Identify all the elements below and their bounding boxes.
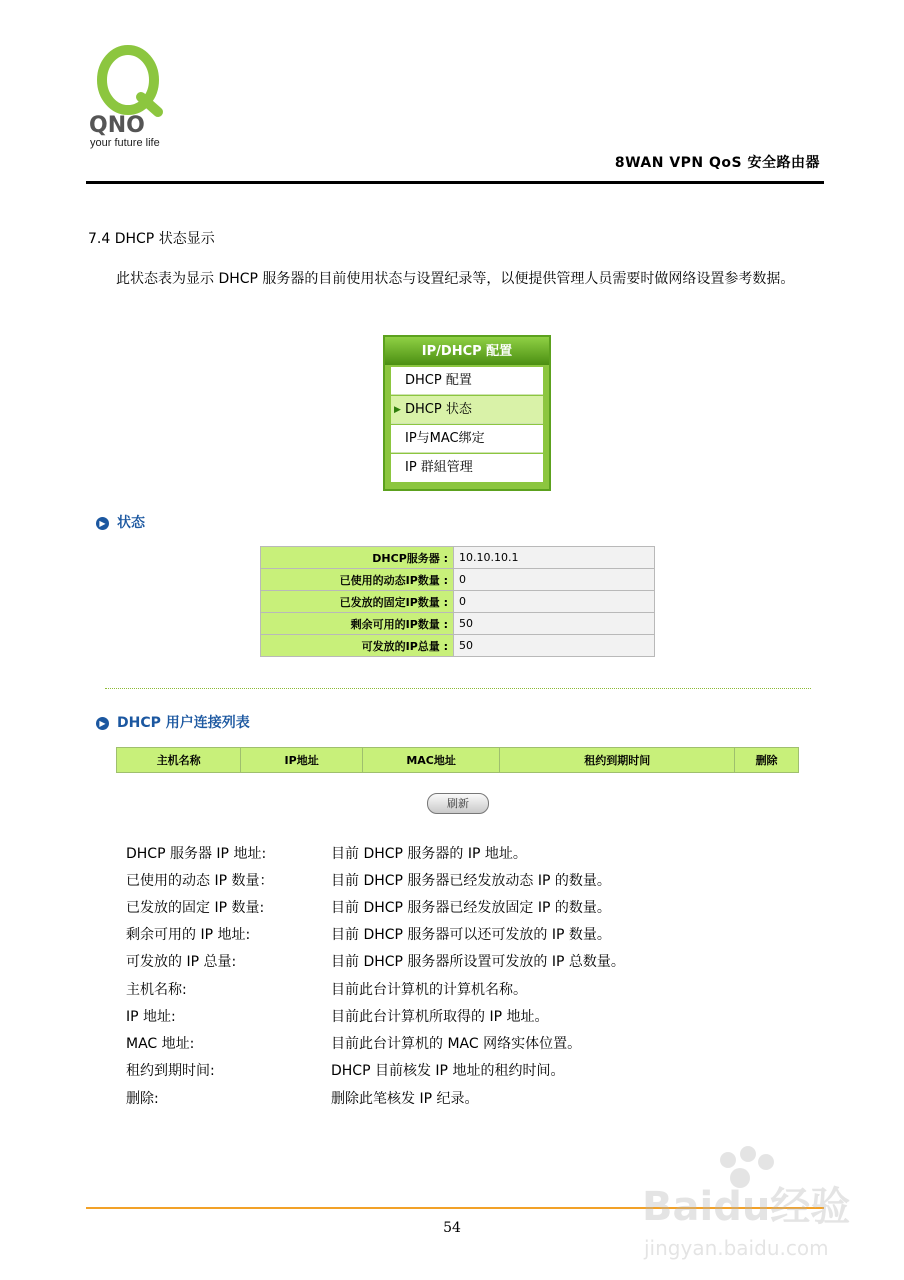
- definition-term: 剩余可用的 IP 地址:: [126, 927, 251, 943]
- column-header-mac: MAC地址: [362, 748, 499, 773]
- triangle-right-icon: ▶: [394, 405, 401, 415]
- status-label: 已发放的固定IP数量 :: [261, 591, 454, 613]
- menu-item-ip-group[interactable]: [391, 454, 543, 482]
- definition-desc: 目前 DHCP 服务器已经发放动态 IP 的数量。: [331, 873, 611, 889]
- ip-dhcp-menu-panel: [383, 335, 551, 491]
- table-row: [261, 547, 655, 569]
- table-row: [261, 613, 655, 635]
- header-divider: [86, 181, 824, 184]
- refresh-button[interactable]: 刷新: [427, 793, 489, 814]
- arrow-circle-icon: ▶: [96, 517, 109, 530]
- status-value: 50: [454, 635, 655, 657]
- clients-section-label: [96, 712, 250, 732]
- definition-term: 可发放的 IP 总量:: [126, 954, 237, 970]
- status-table: [260, 546, 655, 657]
- definition-desc: 目前 DHCP 服务器的 IP 地址。: [331, 846, 527, 862]
- qno-logo: [86, 42, 196, 152]
- menu-item-label: IP与MAC绑定: [405, 431, 485, 446]
- status-value: 10.10.10.1: [454, 547, 655, 569]
- status-section-label: [96, 512, 145, 532]
- definition-desc: 目前 DHCP 服务器所设置可发放的 IP 总数量。: [331, 954, 625, 970]
- watermark-text: Baidu经验: [642, 1184, 851, 1230]
- definition-term: 已发放的固定 IP 数量:: [126, 900, 265, 916]
- column-header-hostname: 主机名称: [117, 748, 241, 773]
- table-row: [261, 591, 655, 613]
- definition-desc: 目前 DHCP 服务器已经发放固定 IP 的数量。: [331, 900, 611, 916]
- definition-desc: 目前 DHCP 服务器可以还可发放的 IP 数量。: [331, 927, 611, 943]
- column-header-delete: 删除: [735, 748, 799, 773]
- paw-icon: [720, 1146, 774, 1188]
- definition-term: DHCP 服务器 IP 地址:: [126, 846, 267, 862]
- page-number: 54: [443, 1220, 461, 1236]
- status-section-title: 状态: [117, 515, 145, 531]
- logo-tagline: your future life: [90, 137, 160, 149]
- status-label: 可发放的IP总量 :: [261, 635, 454, 657]
- menu-item-dhcp-status[interactable]: [391, 396, 543, 424]
- definition-term: MAC 地址:: [126, 1036, 195, 1052]
- definition-term: 删除:: [126, 1091, 159, 1107]
- definition-term: 租约到期时间:: [126, 1063, 215, 1079]
- client-table: [116, 747, 799, 773]
- definition-desc: 目前此台计算机所取得的 IP 地址。: [331, 1009, 549, 1025]
- column-header-ip: IP地址: [241, 748, 362, 773]
- section-divider: [105, 688, 811, 689]
- definition-term: 已使用的动态 IP 数量：: [126, 873, 274, 889]
- status-label: 剩余可用的IP数量 :: [261, 613, 454, 635]
- menu-title: IP/DHCP 配置: [385, 337, 549, 365]
- section-heading: 7.4 DHCP 状态显示: [88, 231, 215, 247]
- arrow-circle-icon: ▶: [96, 717, 109, 730]
- menu-item-label: DHCP 配置: [405, 373, 472, 388]
- status-value: 50: [454, 613, 655, 635]
- clients-section-title: DHCP 用户连接列表: [117, 715, 250, 731]
- status-value: 0: [454, 591, 655, 613]
- definition-desc: 目前此台计算机的计算机名称。: [331, 982, 527, 998]
- status-label: DHCP服务器 :: [261, 547, 454, 569]
- table-header-row: [117, 748, 799, 773]
- table-row: [261, 635, 655, 657]
- definition-term: IP 地址:: [126, 1009, 176, 1025]
- menu-item-label: DHCP 状态: [405, 402, 472, 417]
- menu-item-label: IP 群組管理: [405, 460, 473, 475]
- baidu-watermark: [640, 1140, 870, 1270]
- status-value: 0: [454, 569, 655, 591]
- product-title: 8WAN VPN QoS 安全路由器: [614, 155, 820, 171]
- definition-desc: 目前此台计算机的 MAC 网络实体位置。: [331, 1036, 582, 1052]
- intro-paragraph: 此状态表为显示 DHCP 服务器的目前使用状态与设置纪录等，以便提供管理人员需要时做网络设置参考数据。: [116, 271, 795, 287]
- table-row: [261, 569, 655, 591]
- status-label: 已使用的动态IP数量 :: [261, 569, 454, 591]
- menu-item-dhcp-config[interactable]: [391, 367, 543, 395]
- definition-desc: DHCP 目前核发 IP 地址的租约时间。: [331, 1063, 565, 1079]
- definition-term: 主机名称:: [126, 982, 187, 998]
- watermark-url: jingyan.baidu.com: [644, 1236, 829, 1260]
- menu-item-ip-mac-binding[interactable]: [391, 425, 543, 453]
- logo-wordmark: QNO: [89, 113, 145, 138]
- definition-desc: 删除此笔核发 IP 纪录。: [331, 1091, 479, 1107]
- column-header-lease-expiry: 租约到期时间: [500, 748, 735, 773]
